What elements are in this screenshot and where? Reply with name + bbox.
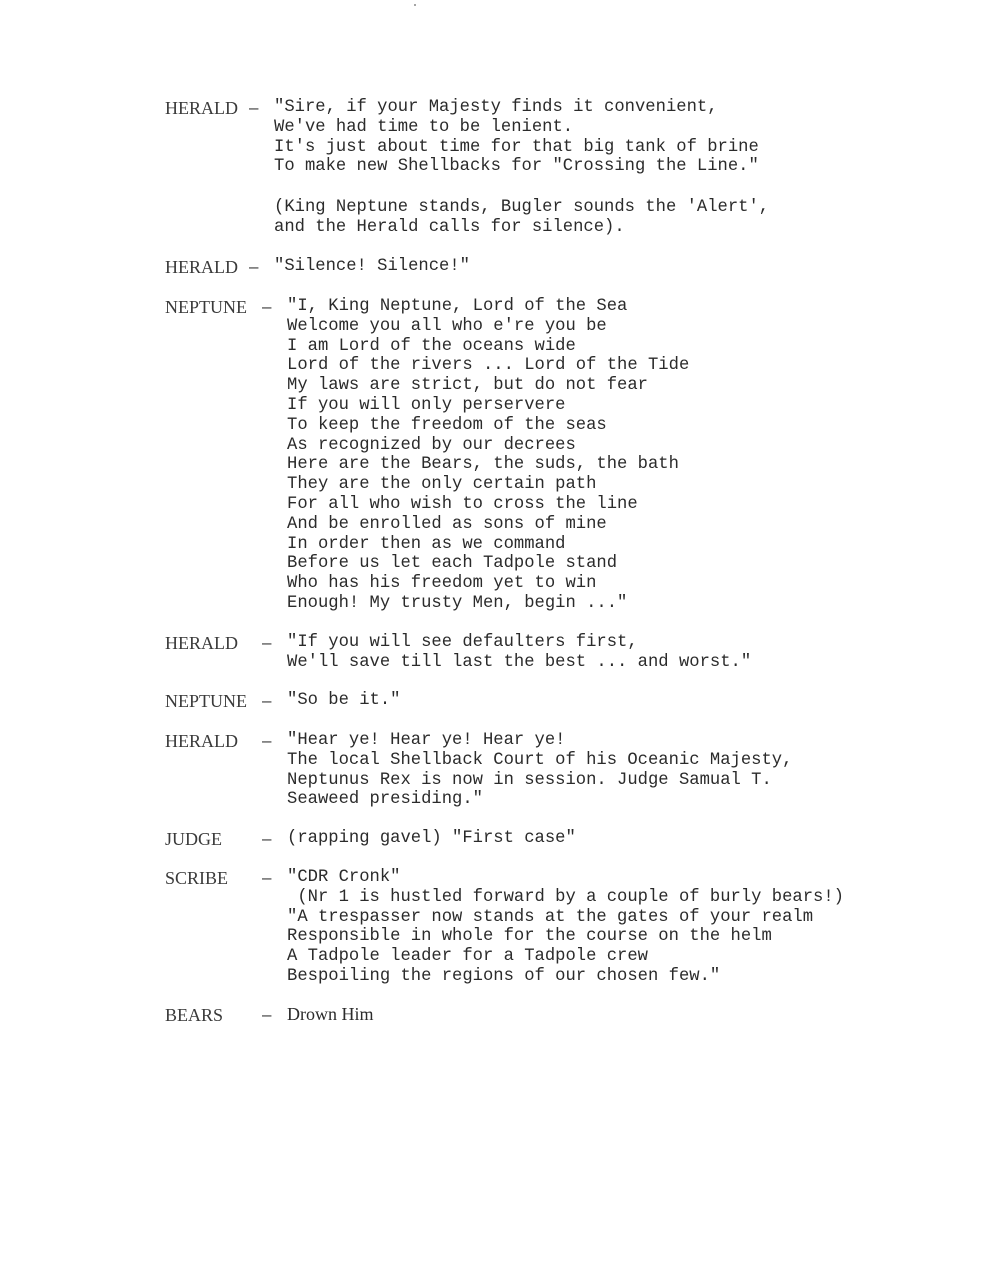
speaker-dash: – bbox=[262, 731, 272, 750]
dialogue-line: To make new Shellbacks for "Crossing the Line." bbox=[274, 157, 759, 177]
dialogue-line: "A trespasser now stands at the gates of your realm bbox=[287, 907, 814, 927]
stage-direction-line: and the Herald calls for silence). bbox=[274, 217, 625, 237]
dialogue-line: "Hear ye! Hear ye! Hear ye! bbox=[287, 731, 566, 750]
paper-speck bbox=[414, 4, 416, 6]
dialogue-line: "So be it." bbox=[287, 691, 401, 710]
speaker-name: HERALD bbox=[165, 257, 238, 277]
speaker-dash: – bbox=[262, 868, 272, 887]
dialogue-line: And be enrolled as sons of mine bbox=[287, 514, 607, 534]
dialogue-line: My laws are strict, but do not fear bbox=[287, 376, 648, 396]
dialogue-line: In order then as we command bbox=[287, 534, 566, 554]
speaker-name: HERALD bbox=[165, 633, 238, 653]
speaker-name: NEPTUNE bbox=[165, 297, 247, 317]
speaker-dash: – bbox=[262, 297, 272, 316]
speaker-name: JUDGE bbox=[165, 829, 222, 849]
dialogue-line: "CDR Cronk" bbox=[287, 868, 401, 887]
dialogue-line: "Sire, if your Majesty finds it convenient, bbox=[274, 98, 718, 117]
dialogue-line: To keep the freedom of the seas bbox=[287, 415, 607, 435]
speaker-name: NEPTUNE bbox=[165, 691, 247, 711]
dialogue-line: Drown Him bbox=[287, 1004, 374, 1024]
dialogue-lines bbox=[274, 257, 470, 277]
dialogue-line: A Tadpole leader for a Tadpole crew bbox=[287, 947, 648, 967]
stage-direction-line: (King Neptune stands, Bugler sounds the 'Alert', bbox=[274, 198, 770, 217]
speaker-name: HERALD bbox=[165, 98, 238, 118]
dialogue-lines bbox=[287, 297, 689, 614]
dialogue-line: "Silence! Silence!" bbox=[274, 257, 470, 276]
dialogue-lines bbox=[287, 691, 400, 711]
dialogue-line: Lord of the rivers ... Lord of the Tide bbox=[287, 356, 690, 376]
dialogue-line: Responsible in whole for the course on the helm bbox=[287, 927, 772, 947]
dialogue-line: Before us let each Tadpole stand bbox=[287, 554, 618, 574]
dialogue-line: Seaweed presiding." bbox=[287, 790, 483, 810]
dialogue-line: I am Lord of the oceans wide bbox=[287, 336, 576, 356]
speaker-dash: – bbox=[262, 633, 272, 652]
dialogue-lines bbox=[287, 868, 844, 987]
dialogue-line: (rapping gavel) "First case" bbox=[287, 829, 576, 848]
dialogue-line: It's just about time for that big tank of brine bbox=[274, 137, 759, 157]
dialogue-lines bbox=[274, 98, 759, 177]
dialogue-lines bbox=[287, 829, 576, 849]
dialogue-line: Neptunus Rex is now in session. Judge Samual T. bbox=[287, 770, 772, 790]
speaker-name: SCRIBE bbox=[165, 868, 229, 888]
dialogue-line: For all who wish to cross the line bbox=[287, 494, 638, 514]
speaker-dash: – bbox=[262, 691, 272, 710]
dialogue-line: We'll save till last the best ... and worst." bbox=[287, 652, 752, 672]
dialogue-lines bbox=[287, 731, 792, 810]
speaker-dash: – bbox=[249, 257, 259, 276]
dialogue-line: The local Shellback Court of his Oceanic Majesty, bbox=[287, 750, 793, 770]
dialogue-line: They are the only certain path bbox=[287, 475, 597, 495]
dialogue-line: "I, King Neptune, Lord of the Sea bbox=[287, 297, 628, 316]
speaker-dash: – bbox=[262, 829, 272, 848]
dialogue-line: Bespoiling the regions of our chosen few." bbox=[287, 966, 721, 986]
dialogue-line: (Nr 1 is hustled forward by a couple of burly bears!) bbox=[287, 887, 844, 907]
speaker-dash: – bbox=[262, 1005, 272, 1024]
speaker-dash: – bbox=[249, 98, 259, 117]
dialogue-lines bbox=[287, 633, 751, 673]
dialogue-line: Who has his freedom yet to win bbox=[287, 574, 597, 594]
dialogue-lines bbox=[287, 1005, 374, 1025]
speaker-name: BEARS bbox=[165, 1005, 224, 1025]
dialogue-line: As recognized by our decrees bbox=[287, 435, 576, 455]
dialogue-line: Here are the Bears, the suds, the bath bbox=[287, 455, 679, 475]
dialogue-line: Enough! My trusty Men, begin ..." bbox=[287, 593, 628, 613]
dialogue-line: We've had time to be lenient. bbox=[274, 117, 574, 137]
stage-direction-lines bbox=[274, 198, 769, 238]
dialogue-line: "If you will see defaulters first, bbox=[287, 633, 638, 652]
dialogue-line: Welcome you all who e're you be bbox=[287, 316, 607, 336]
speaker-name: HERALD bbox=[165, 731, 238, 751]
dialogue-line: If you will only perservere bbox=[287, 395, 566, 415]
